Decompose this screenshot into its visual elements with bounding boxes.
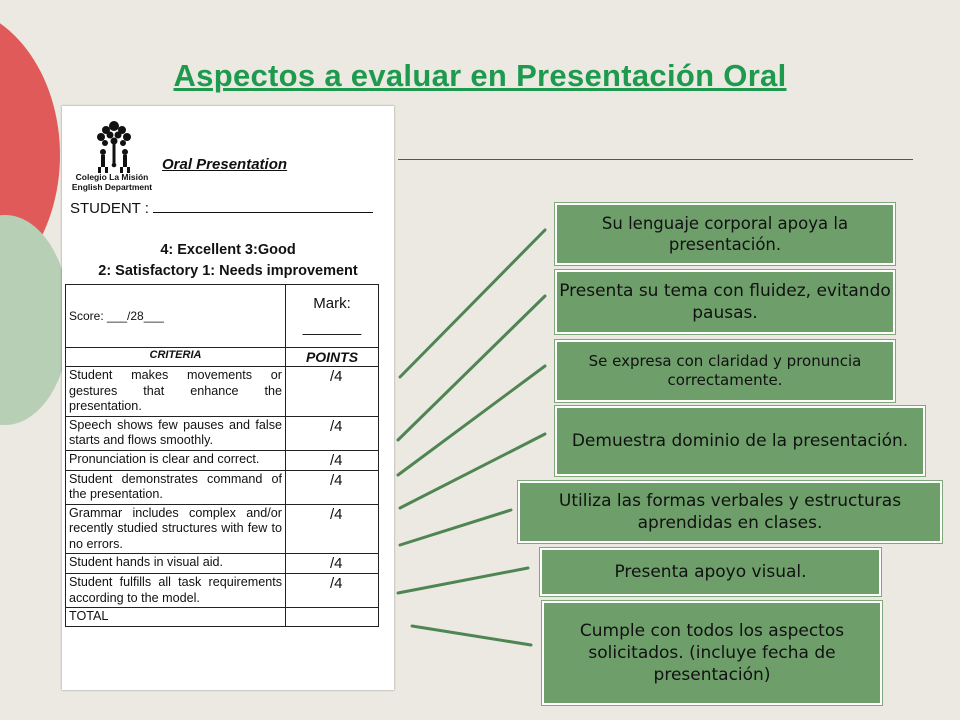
scale-line-1: 4: Excellent 3:Good	[160, 242, 296, 258]
criterion-text: Student makes movements or gestures that enhance the presentation.	[66, 367, 286, 417]
points-header: POINTS	[286, 348, 379, 367]
rubric-title: Oral Presentation	[162, 156, 288, 173]
callout-pronunciation	[555, 340, 895, 402]
criterion-text: Pronunciation is clear and correct.	[66, 450, 286, 470]
connector-line	[398, 366, 545, 475]
connector-line	[400, 230, 545, 377]
total-label: TOTAL	[66, 608, 286, 627]
callout-text: Demuestra dominio de la presentación.	[571, 430, 909, 451]
callout-text: Se expresa con claridad y pronuncia correctamente.	[588, 351, 862, 389]
score-cell: Score: ___/28___	[66, 285, 286, 348]
callout-visual-aid	[540, 548, 881, 596]
callout-text: Utiliza las formas verbales y estructuras aprendidas en clases.	[558, 490, 902, 533]
criterion-points: /4	[286, 367, 379, 417]
connector-line	[412, 626, 531, 645]
criterion-text: Grammar includes complex and/or recently studied structures with few to no errors.	[66, 504, 286, 554]
connector-line	[400, 510, 511, 545]
criterion-points: /4	[286, 504, 379, 554]
mark-label: Mark:	[313, 295, 351, 312]
callout-text: Su lenguaje corporal apoya la presentación.	[601, 213, 849, 254]
criterion-points: /4	[286, 574, 379, 608]
department-line: English Department	[71, 182, 153, 192]
criterion-points: /4	[286, 470, 379, 504]
criterion-text: Student demonstrates command of the presentation.	[66, 470, 286, 504]
school-line: Colegio La Misión	[75, 172, 149, 182]
criterion-points: /4	[286, 554, 379, 574]
connector-line	[398, 568, 528, 593]
callout-text: Presenta su tema con fluidez, evitando pausas.	[559, 280, 891, 323]
callout-grammar	[518, 481, 942, 543]
callout-requirements	[542, 601, 882, 705]
criterion-text: Student hands in visual aid.	[66, 554, 286, 574]
connector-line	[398, 296, 545, 440]
criteria-header: CRITERIA	[66, 348, 286, 367]
slide-title: Aspectos a evaluar en Presentación Oral	[173, 58, 787, 93]
student-label: STUDENT :	[70, 200, 149, 217]
criterion-points: /4	[286, 450, 379, 470]
callout-command	[555, 406, 925, 476]
scale-line-2: 2: Satisfactory 1: Needs improvement	[98, 263, 358, 279]
criterion-text: Speech shows few pauses and false starts and flows smoothly.	[66, 416, 286, 450]
callout-fluency	[555, 270, 895, 334]
callout-body-language	[555, 203, 895, 265]
criterion-text: Student fulfills all task requirements according to the model.	[66, 574, 286, 608]
callout-text: Cumple con todos los aspectos solicitados. (incluye fecha de presentación)	[579, 620, 845, 686]
mark-blank: _______	[302, 319, 362, 336]
callout-text: Presenta apoyo visual.	[614, 561, 807, 582]
criterion-points: /4	[286, 416, 379, 450]
